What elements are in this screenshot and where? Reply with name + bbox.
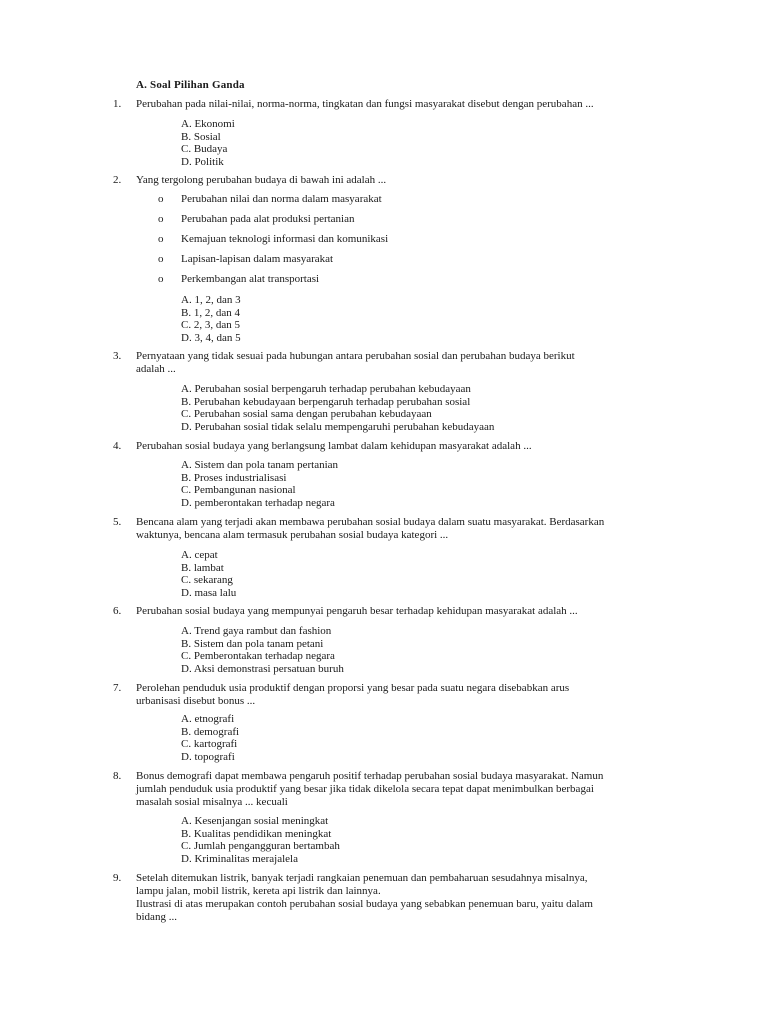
statement-text: Perubahan nilai dan norma dalam masyarakat (181, 193, 382, 205)
statement-item (0, 253, 768, 273)
question-text: Pernyataan yang tidak sesuai pada hubungan antara perubahan sosial dan perubahan budaya berikut adalah ... (136, 350, 575, 375)
answer-option: C. Jumlah pengangguran bertambah (181, 840, 340, 853)
answer-options (181, 294, 241, 344)
answer-option: C. Pemberontakan terhadap negara (181, 650, 335, 663)
answer-option: B. Perubahan kebudayaan berpengaruh terhadap perubahan sosial (181, 395, 471, 408)
answer-option: D. pemberontakan terhadap negara (181, 496, 335, 509)
question-text: Setelah ditemukan listrik, banyak terjadi rangkaian penemuan dan pembaharuan sesudahnya misalnya, lampu jalan, mobil listrik, kereta api listrik dan lainnya. Ilustrasi di atas merupakan contoh perubahan sosial budaya yang sebabkan penemuan baru, yaitu dalam bidang ... (136, 872, 593, 923)
question-text: Perubahan pada nilai-nilai, norma-norma, tingkatan dan fungsi masyarakat disebut dengan perubahan ... (136, 98, 594, 110)
question-text: Bencana alam yang terjadi akan membawa perubahan sosial budaya dalam suatu masyarakat. Berdasarkan waktunya, bencana alam termasuk perubahan sosial budaya kategori ... (136, 516, 605, 541)
question-text: Perolehan penduduk usia produktif dengan proporsi yang besar pada suatu negara disebabkan arus urbanisasi disebut bonus ... (136, 682, 570, 707)
question-number: 8. (113, 770, 122, 782)
answer-option: D. 3, 4, dan 5 (181, 331, 241, 344)
answer-options (181, 625, 344, 675)
answer-option: D. Politik (181, 155, 224, 168)
answer-option: A. Sistem dan pola tanam pertanian (181, 459, 339, 471)
statement-item (0, 233, 768, 253)
bullet-icon: o (158, 213, 164, 225)
answer-option: B. Sistem dan pola tanam petani (181, 637, 324, 650)
answer-option: C. 2, 3, dan 5 (181, 319, 240, 332)
answer-option: C. Perubahan sosial sama dengan perubahan kebudayaan (181, 408, 432, 421)
answer-option: D. Kriminalitas merajalela (181, 852, 298, 865)
answer-option: C. kartografi (181, 738, 238, 751)
answer-option: C. sekarang (181, 574, 233, 587)
question-number: 7. (113, 682, 122, 694)
answer-option: A. 1, 2, dan 3 (181, 294, 241, 306)
answer-option: A. Kesenjangan sosial meningkat (181, 815, 329, 827)
answer-option: D. topografi (181, 750, 235, 763)
answer-options (181, 713, 239, 763)
answer-option: B. demografi (181, 725, 240, 738)
statement-list (0, 193, 768, 293)
answer-options (181, 549, 236, 599)
answer-option: D. Perubahan sosial tidak selalu mempengaruhi perubahan kebudayaan (181, 420, 495, 433)
question-text: Perubahan sosial budaya yang berlangsung lambat dalam kehidupan masyarakat adalah ... (136, 440, 532, 452)
statement-item (0, 193, 768, 213)
answer-option: B. Sosial (181, 130, 221, 143)
bullet-icon: o (158, 273, 164, 285)
bullet-icon: o (158, 253, 164, 265)
answer-option: D. Aksi demonstrasi persatuan buruh (181, 662, 344, 675)
answer-option: B. Proses industrialisasi (181, 471, 287, 484)
question-text: Perubahan sosial budaya yang mempunyai pengaruh besar terhadap kehidupan masyarakat adalah ... (136, 605, 578, 617)
answer-options (181, 383, 494, 433)
answer-options (181, 118, 235, 168)
answer-options (181, 459, 338, 509)
question-number: 1. (113, 98, 122, 110)
answer-option: A. etnografi (181, 713, 235, 725)
bullet-icon: o (158, 193, 164, 205)
question-number: 6. (113, 605, 122, 617)
answer-option: D. masa lalu (181, 586, 237, 599)
statement-item (0, 213, 768, 233)
question-text: Yang tergolong perubahan budaya di bawah ini adalah ... (136, 174, 387, 186)
question-number: 3. (113, 350, 122, 362)
question-number: 2. (113, 174, 122, 186)
answer-option: C. Budaya (181, 143, 228, 156)
statement-text: Kemajuan teknologi informasi dan komunikasi (181, 233, 389, 245)
question-number: 5. (113, 516, 122, 528)
answer-option: B. Kualitas pendidikan meningkat (181, 827, 332, 840)
statement-text: Perkembangan alat transportasi (181, 273, 320, 285)
statement-text: Perubahan pada alat produksi pertanian (181, 213, 355, 225)
bullet-icon: o (158, 233, 164, 245)
statement-item (0, 273, 768, 293)
answer-option: A. Perubahan sosial berpengaruh terhadap perubahan kebudayaan (181, 383, 471, 395)
answer-option: A. Trend gaya rambut dan fashion (181, 625, 332, 637)
section-title: A. Soal Pilihan Ganda (136, 79, 245, 91)
question-text: Bonus demografi dapat membawa pengaruh positif terhadap perubahan sosial budaya masyarakat. Namun jumlah penduduk usia produktif yang besar jika tidak dikelola secara tepat dapat menimbulkan berbagai masalah sosial misalnya ... kecuali (136, 770, 604, 808)
question-number: 4. (113, 440, 122, 452)
answer-options (181, 815, 340, 865)
question-number: 9. (113, 872, 122, 884)
statement-text: Lapisan-lapisan dalam masyarakat (181, 253, 334, 265)
answer-option: B. lambat (181, 561, 224, 574)
answer-option: B. 1, 2, dan 4 (181, 306, 240, 319)
answer-option: A. Ekonomi (181, 118, 235, 130)
answer-option: C. Pembangunan nasional (181, 484, 296, 497)
answer-option: A. cepat (181, 549, 218, 561)
